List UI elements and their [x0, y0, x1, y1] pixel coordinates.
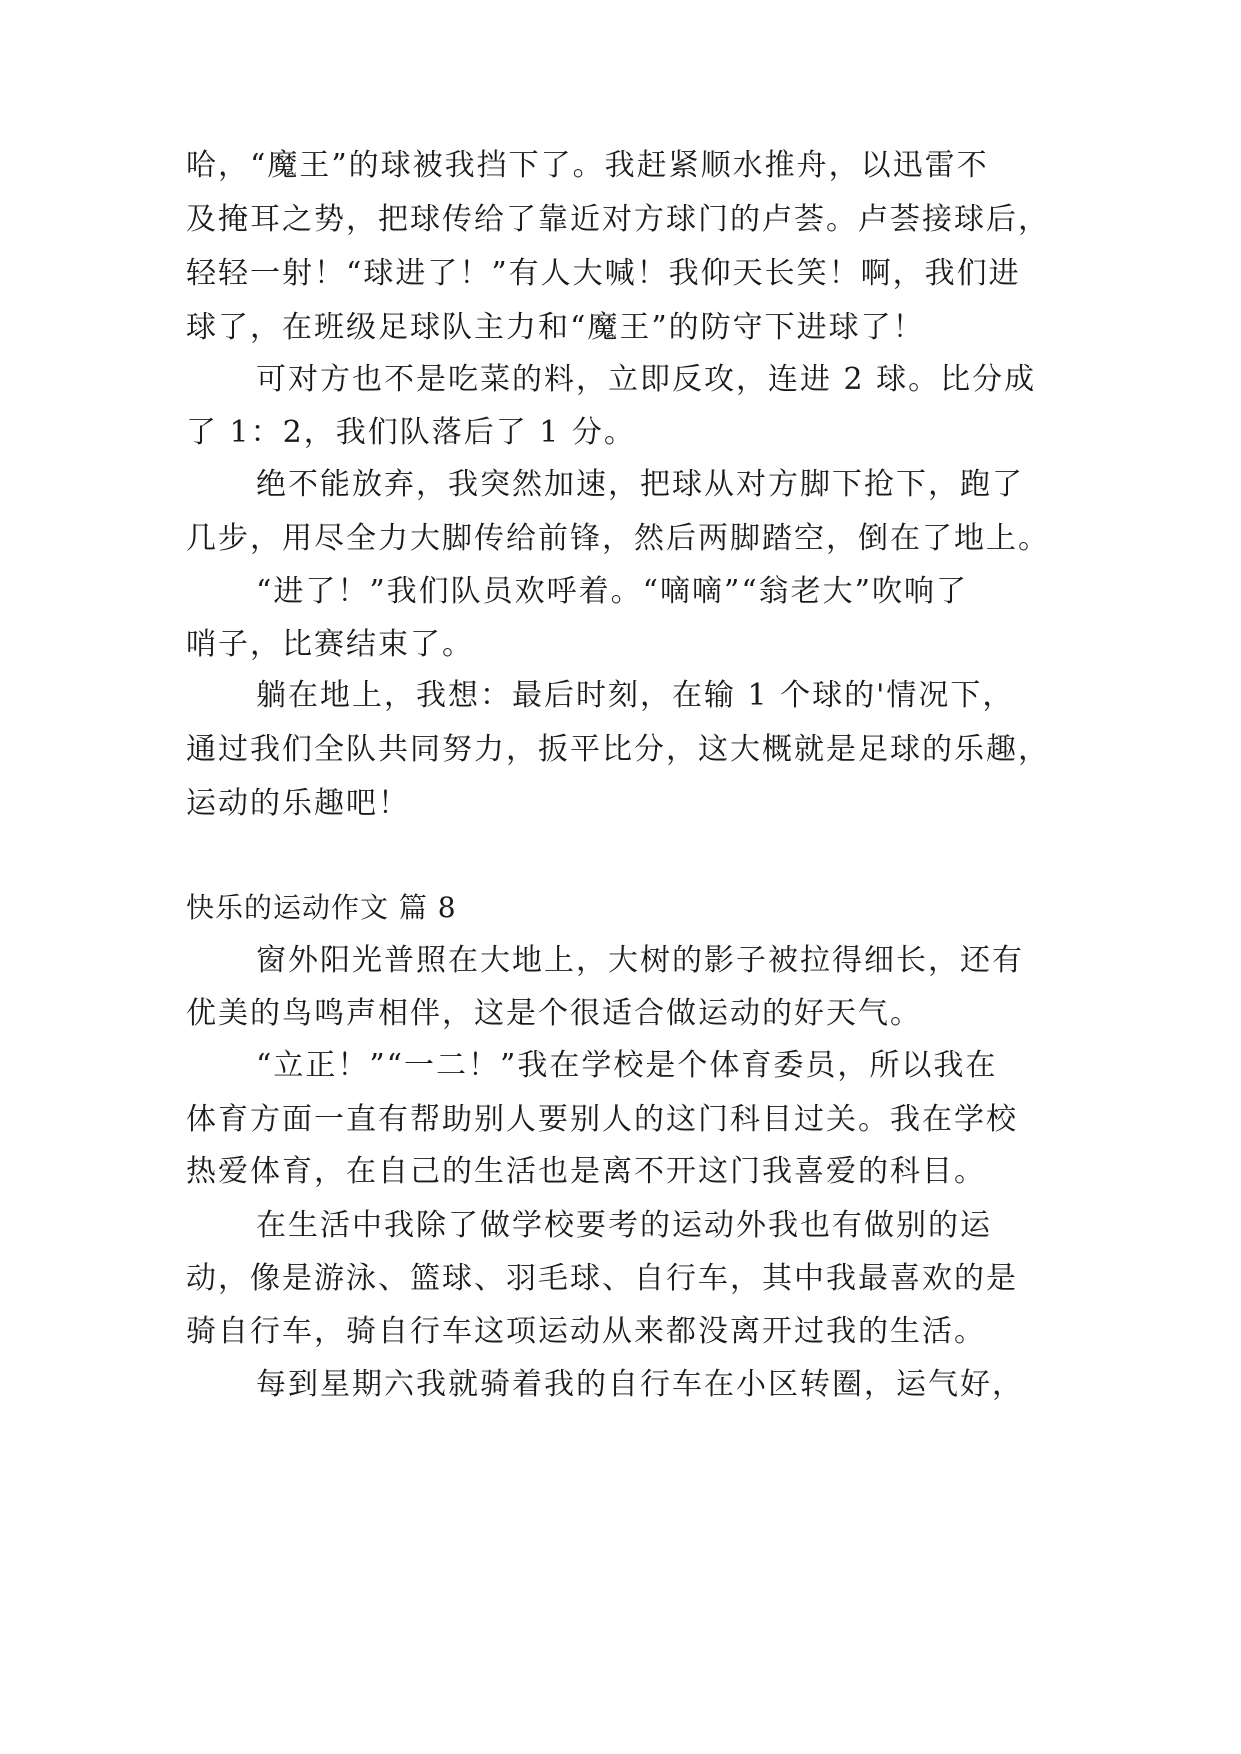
text-line: 哈，“魔王”的球被我挡下了。我赶紧顺水推舟，以迅雷不	[186, 148, 989, 183]
text-line: 可对方也不是吃菜的料，立即反攻，连进 2 球。比分成	[256, 362, 1037, 397]
text-line: 轻轻一射！“球进了！”有人大喊！我仰天长笑！啊，我们进	[186, 256, 1021, 291]
section-heading: 快乐的运动作文 篇 8	[186, 891, 457, 924]
text-line: 优美的鸟鸣声相伴，这是个很适合做运动的好天气。	[186, 996, 922, 1031]
text-line: 热爱体育，在自己的生活也是离不开这门我喜爱的科目。	[186, 1154, 986, 1189]
text-line: 通过我们全队共同努力，扳平比分，这大概就是足球的乐趣，	[186, 732, 1050, 767]
text-line: 窗外阳光普照在大地上，大树的影子被拉得细长，还有	[256, 943, 1024, 978]
text-line: 运动的乐趣吧！	[186, 786, 410, 821]
text-line: 骑自行车，骑自行车这项运动从来都没离开过我的生活。	[186, 1314, 986, 1349]
text-line: 在生活中我除了做学校要考的运动外我也有做别的运	[256, 1208, 992, 1243]
text-line: 躺在地上，我想：最后时刻，在输 1 个球的'情况下，	[256, 678, 1015, 713]
text-line: “进了！”我们队员欢呼着。“嘀嘀”“翁老大”吹响了	[256, 574, 969, 609]
text-line: “立正！”“一二！”我在学校是个体育委员，所以我在	[256, 1048, 998, 1083]
text-line: 几步，用尽全力大脚传给前锋，然后两脚踏空，倒在了地上。	[186, 521, 1050, 556]
text-line: 球了，在班级足球队主力和“魔王”的防守下进球了！	[186, 310, 925, 345]
text-line: 哨子，比赛结束了。	[186, 627, 474, 662]
text-line: 绝不能放弃，我突然加速，把球从对方脚下抢下，跑了	[256, 467, 1024, 502]
text-line: 了 1：2，我们队落后了 1 分。	[186, 415, 636, 450]
text-line: 每到星期六我就骑着我的自行车在小区转圈，运气好，	[256, 1367, 1024, 1402]
text-line: 体育方面一直有帮助别人要别人的这门科目过关。我在学校	[186, 1102, 1018, 1137]
text-line: 及掩耳之势，把球传给了靠近对方球门的卢荟。卢荟接球后，	[186, 202, 1050, 237]
text-line: 动，像是游泳、篮球、羽毛球、自行车，其中我最喜欢的是	[186, 1261, 1018, 1296]
